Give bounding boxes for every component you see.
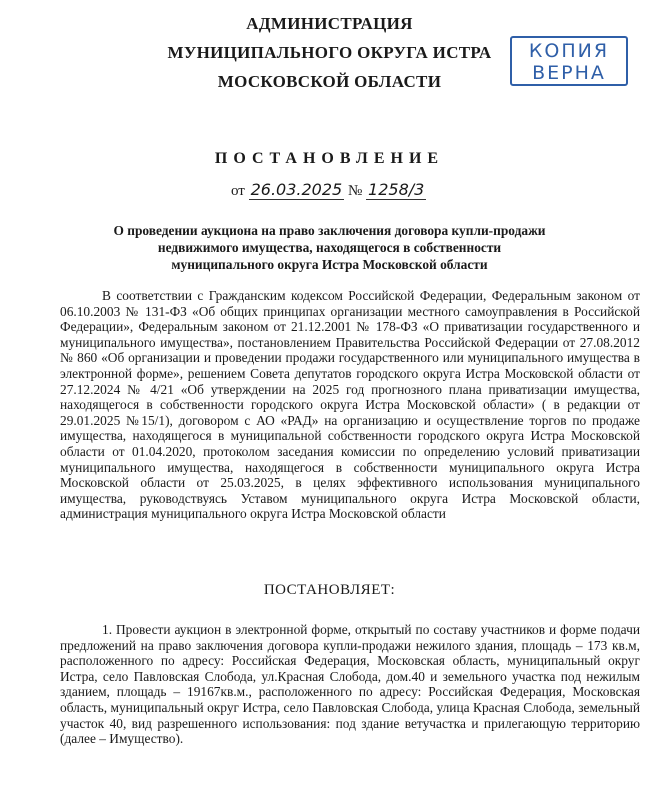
header-line-1: АДМИНИСТРАЦИЯ <box>246 14 413 33</box>
preamble-paragraph: В соответствии с Гражданским кодексом Российской Федерации, Федеральным законом от 06.10.2003 № 131-ФЗ «Об общих принципах организации местного самоуправления в Российской Федерации», Федеральным законом от 21.12.2001 № 178-ФЗ «О приватизации государственного и муниципального имущества», постановлением Правительства Российской Федерации от 27.08.2012 № 860 «Об организации и проведении продажи государственного или муниципального имущества в электронной форме», решением Совета депутатов городского округа Истра Московской области от 27.12.2024 № 4/21 «Об утверждении на 2025 год прогнозного плана приватизации имущества, находящегося в собственности городского округа Истра Московской области» ( в редакции от 29.01.2025 №15/1), договором с АО «РАД» на организацию и осуществление торгов по продаже имущества, находящегося в муниципальной собственности городского округа Истра Московской области от 01.04.2020, протоколом заседания комиссии по определению условий приватизации муниципального имущества, находящегося в собственности муниципального округа Истра Московской области от 25.03.2025, в целях эффективного использования муниципального имущества, руководствуясь Уставом муниципального округа Истра Московской области, администрация муниципального округа Истра Московской области <box>60 288 640 522</box>
decree-date-line <box>231 180 426 200</box>
header-line-2: МУНИЦИПАЛЬНОГО ОКРУГА ИСТРА <box>167 43 492 62</box>
item-1-paragraph: 1. Провести аукцион в электронной форме, открытый по составу участников и форме подачи предложений на право заключения договора купли-продажи нежилого здания, площадь – 173 кв.м, расположенного по адресу: Российская Федерация, Московская область, муниципальный округ Истра, село Павловская Слобода, ул.Красная Слобода, дом.40 и земельного участка под нежилым зданием, площадь – 19167кв.м., расположенного по адресу: Российская Федерация, Московская область, муниципальный округ Истра, село Павловская Слобода, улица Красная Слобода, земельный участок 40, вид разрешенного использования: под здание ветучастка и прилегающую территорию (далее – Имущество). <box>60 622 640 747</box>
stamp-line-2: ВЕРНА <box>532 62 606 84</box>
decree-number: 1258/3 <box>368 180 425 199</box>
decree-subject <box>0 222 659 273</box>
stamp-line-1: КОПИЯ <box>528 40 610 62</box>
number-prefix: № <box>347 183 363 199</box>
subject-line-1: О проведении аукциона на право заключения договора купли-продажи <box>113 223 546 238</box>
subject-line-2: недвижимого имущества, находящегося в собственности <box>157 240 502 255</box>
decree-date: 26.03.2025 <box>250 180 343 199</box>
header-line-3: МОСКОВСКОЙ ОБЛАСТИ <box>217 72 442 91</box>
copy-certified-stamp <box>510 36 628 86</box>
decree-title: ПОСТАНОВЛЕНИЕ <box>214 150 445 167</box>
resolve-heading: ПОСТАНОВЛЯЕТ: <box>263 582 396 598</box>
subject-line-3: муниципального округа Истра Московской области <box>171 257 488 272</box>
date-prefix: от <box>231 183 245 199</box>
